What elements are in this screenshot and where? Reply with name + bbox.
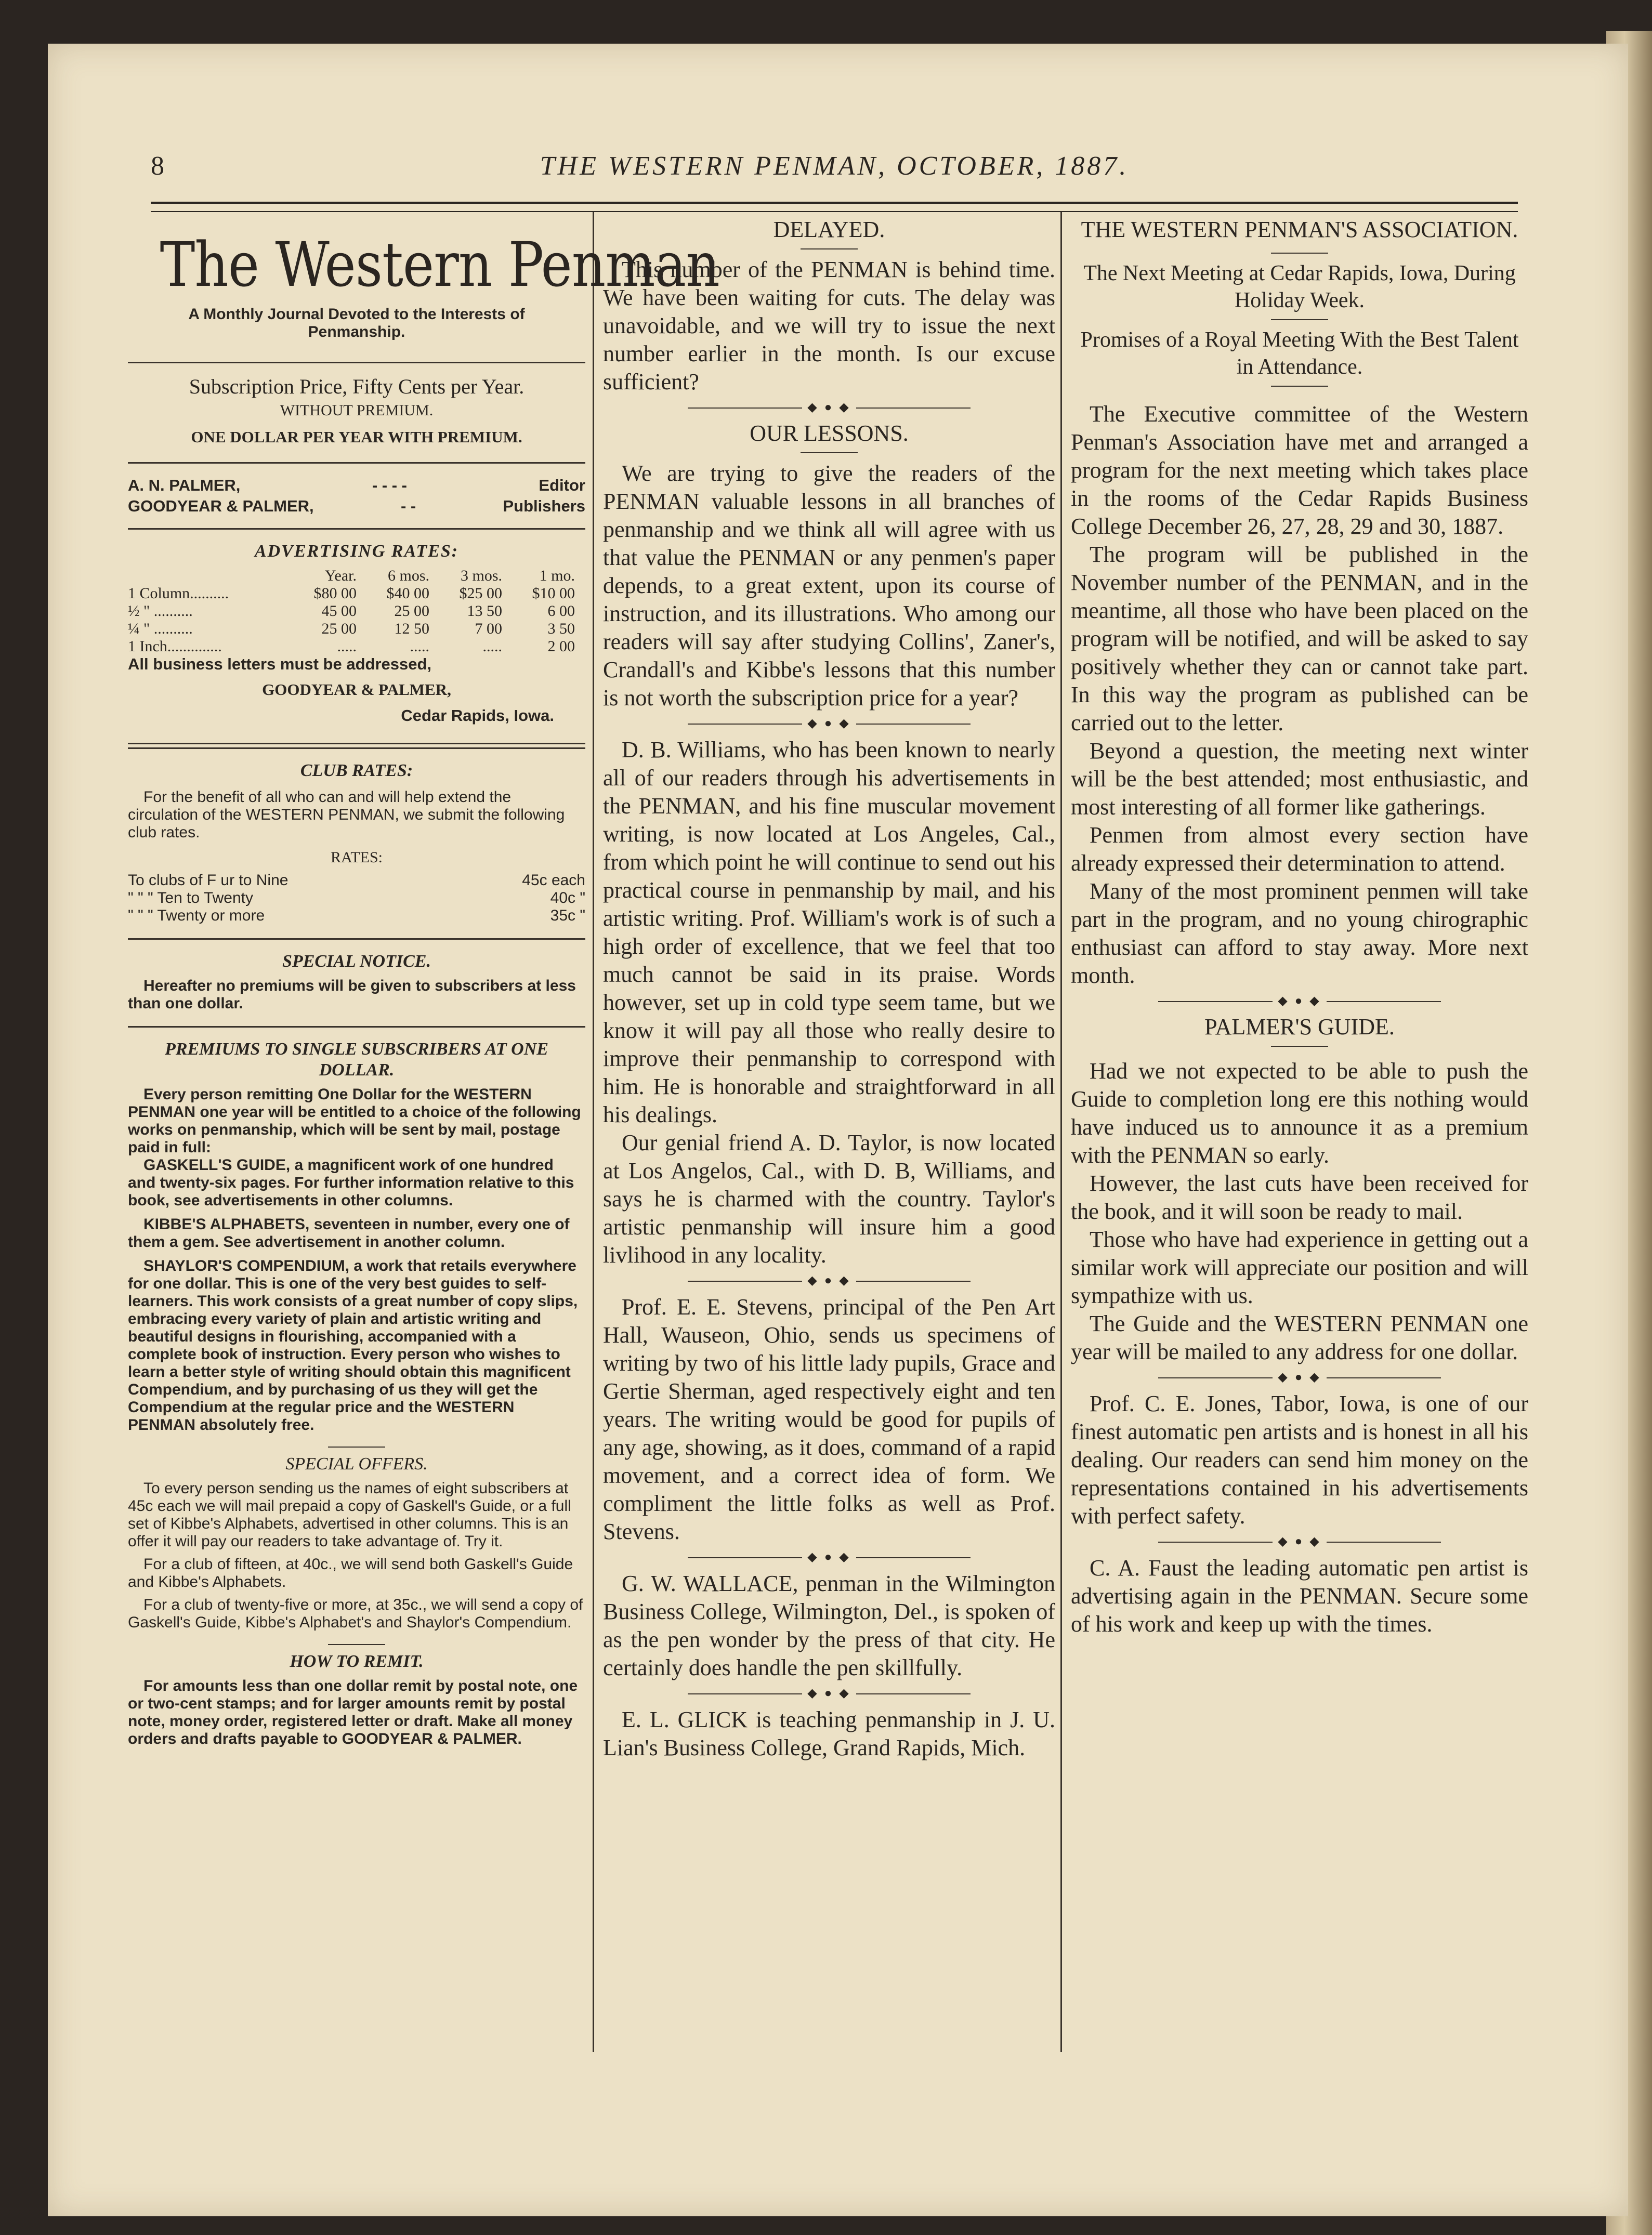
ornament-divider [603, 715, 1055, 731]
table-row [128, 585, 585, 602]
divider [128, 462, 585, 464]
wallace-text: G. W. WALLACE, penman in the Wilmington Business College, Wilmington, Del., is spoken of as the pen wonder by the press of that city. He certainly does handle the pen skillfully. [603, 1571, 1055, 1680]
jones-article [1071, 1390, 1528, 1530]
subscription-price: Subscription Price, Fifty Cents per Year. [189, 375, 525, 398]
guide-p4: The Guide and the WESTERN PENMAN one year will be mailed to any address for one dollar. [1071, 1311, 1528, 1364]
cell: 25 00 [394, 602, 429, 620]
cell: $80 00 [313, 585, 357, 602]
cell: 2 00 [547, 638, 575, 655]
publisher-dashes: - - [400, 497, 416, 515]
how-to-remit-heading: HOW TO REMIT. [290, 1652, 424, 1671]
delayed-text: This number of the PENMAN is behind time. We have been waiting for cuts. The delay was unavoidable, and we will try to issue the next number earlier in the month. Is our excuse sufficient? [603, 257, 1055, 395]
williams-article [603, 736, 1055, 1269]
ornament-divider [603, 399, 1055, 415]
glick-article [603, 1706, 1055, 1762]
special-offers-p3: For a club of twenty-five or more, at 35c., we will send a copy of Gaskell's Guide, Kibbe's Alphabet's and Shaylor's Compendium. [128, 1596, 583, 1631]
editor-dashes: - - - - [372, 476, 407, 494]
guide-p2: However, the last cuts have been received for the book, and it will soon be ready to mail. [1071, 1171, 1528, 1224]
club-tier: To clubs of F ur to Nine [128, 872, 289, 889]
faust-article [1071, 1554, 1528, 1638]
editor-name: A. N. PALMER, [128, 476, 241, 494]
wallace-article [603, 1570, 1055, 1682]
guide-p1: Had we not expected to be able to push the Guide to completion long ere this nothing would have induced us to announce it as a premium with the PENMAN so early. [1071, 1058, 1528, 1168]
jones-text: Prof. C. E. Jones, Tabor, Iowa, is one of our finest automatic pen artists and is honest in all his dealing. Our readers can send him money on the representations contained in his advertisements with perfect safety. [1071, 1391, 1528, 1529]
cell: ..... [337, 638, 357, 655]
short-rule [801, 248, 858, 249]
how-to-remit-text: For amounts less than one dollar remit by postal note, one or two-cent stamps; and for larger amounts remit by postal note, money order, registered letter or draft. Make all money orders and drafts payable to GOODYEAR & PALMER. [128, 1677, 578, 1747]
header-rule [151, 202, 1518, 212]
guide-article [1071, 1057, 1528, 1366]
cell: $25 00 [459, 585, 502, 602]
running-head: THE WESTERN PENMAN, OCTOBER, 1887. [540, 151, 1129, 181]
cell: 25 00 [321, 620, 357, 637]
ornament-icon: ◆ ● ◆ [807, 1550, 851, 1564]
association-p5: Many of the most prominent penmen will take part in the program, and no young chirographic enthusiast can afford to stay away. More next month. [1071, 878, 1528, 988]
taylor-text: Our genial friend A. D. Taylor, is now located at Los Angelos, Cal., with D. B, Williams, and says he is charmed with the country. Taylor's artistic penmanship will insure him a good livlihood in any locality. [603, 1130, 1055, 1268]
cell: 13 50 [467, 602, 502, 620]
premiums-heading: PREMIUMS TO SINGLE SUBSCRIBERS AT ONE DOLLAR. [165, 1040, 548, 1080]
cell: 45 00 [321, 602, 357, 620]
advertising-rates-table [128, 567, 585, 655]
ornament-divider [603, 1685, 1055, 1701]
col-header: 1 mo. [539, 567, 575, 584]
cell: 12 50 [394, 620, 429, 637]
short-rule [328, 1447, 385, 1448]
publisher-line [128, 496, 585, 517]
premium-kibbe: KIBBE'S ALPHABETS, seventeen in number, every one of them a gem. See advertisement in another column. [128, 1216, 570, 1251]
editor-line [128, 475, 585, 496]
cell: $40 00 [386, 585, 429, 602]
cell: 3 50 [547, 620, 575, 637]
row-label: 1 Column.......... [128, 585, 229, 602]
list-item [128, 907, 585, 925]
ornament-divider [1071, 1533, 1528, 1549]
short-rule [1271, 319, 1328, 320]
association-p3: Beyond a question, the meeting next winter will be the best attended; most enthusiastic, and most interesting of all former like gatherings. [1071, 738, 1528, 820]
page-number: 8 [151, 151, 164, 181]
ornament-divider [603, 1272, 1055, 1288]
premium-shaylor: SHAYLOR'S COMPENDIUM, a work that retails everywhere for one dollar. This is one of the very best guides to self-learners. This work consists of a great number of copy slips, embracing every variety of plain and artistic writing and beautiful designs in flourishing, accompanied with a complete book of instruction. Every person who wishes to learn a better style of writing should obtain this magnificent Compendium, and by purchasing of us they will get the Compendium at the regular price and the WESTERN PENMAN absolutely free. [128, 1257, 578, 1434]
special-notice-text: Hereafter no premiums will be given to subscribers at less than one dollar. [128, 977, 576, 1012]
ornament-icon: ◆ ● ◆ [1278, 994, 1321, 1008]
advertising-rates-heading: ADVERTISING RATES: [254, 542, 459, 561]
without-premium: WITHOUT PREMIUM. [280, 402, 434, 419]
special-offers-heading: SPECIAL OFFERS. [285, 1454, 428, 1474]
address-intro: All business letters must be addressed, [128, 655, 432, 673]
column-news [603, 213, 1055, 1762]
association-subhead-1: The Next Meeting at Cedar Rapids, Iowa, During Holiday Week. [1083, 261, 1516, 312]
williams-text: D. B. Williams, who has been known to nearly all of our readers through his advertisements in the PENMAN, and his fine muscular movement writing, is now located at Los Angeles, Cal., from which point he will continue to send out his practical course in penmanship by mail, and his artistic writing. Prof. William's work is of such a high order of excellence, that we feel that too much cannot be said in its praise. Words however, set up in cold type seem tame, but we know it will pay all those who really desire to improve their penmanship to correspond with him. He is honorable and straightforward in all his dealings. [603, 737, 1055, 1127]
divider [128, 1026, 585, 1028]
lessons-heading: OUR LESSONS. [750, 420, 909, 446]
ornament-icon: ◆ ● ◆ [807, 1687, 851, 1700]
table-row [128, 620, 585, 638]
cell: 7 00 [475, 620, 502, 637]
divider [128, 938, 585, 940]
club-rates-text: For the benefit of all who can and will help extend the circulation of the WESTERN PENMAN, we submit the following club rates. [128, 788, 565, 841]
cell: ..... [482, 638, 502, 655]
rates-header-row [128, 567, 585, 585]
address-city: Cedar Rapids, Iowa. [401, 706, 554, 725]
row-label: ¼ " .......... [128, 620, 193, 637]
club-price: 35c " [550, 907, 585, 924]
divider [128, 362, 585, 363]
column-association [1071, 213, 1528, 1638]
club-price: 40c " [550, 889, 585, 906]
ornament-icon: ◆ ● ◆ [807, 1274, 851, 1287]
table-row [128, 638, 585, 655]
lessons-article [603, 459, 1055, 712]
club-rates-list [128, 872, 585, 925]
double-divider [128, 743, 585, 749]
short-rule [328, 1644, 385, 1645]
club-tier: " " " Ten to Twenty [128, 889, 253, 906]
list-item [128, 889, 585, 907]
list-item [128, 872, 585, 889]
association-subhead-2: Promises of a Royal Meeting With the Best Talent in Attendance. [1080, 328, 1519, 379]
association-article [1071, 400, 1528, 990]
faust-text: C. A. Faust the leading automatic pen artist is advertising again in the PENMAN. Secure some of his work and keep up with the times. [1071, 1555, 1528, 1637]
column-divider-2 [1060, 212, 1062, 2052]
ornament-divider [1071, 993, 1528, 1008]
special-notice-heading: SPECIAL NOTICE. [282, 952, 431, 971]
association-p1: The Executive committee of the Western Penman's Association have met and arranged a program for the next meeting which takes place in the rooms of the Cedar Rapids Business College December 26, 27, 28, 29 and 30, 1887. [1071, 401, 1528, 539]
column-masthead [128, 213, 719, 1748]
table-row [128, 602, 585, 620]
delayed-article [603, 256, 1055, 396]
lessons-text: We are trying to give the readers of the PENMAN valuable lessons in all branches of penmanship and we think all will agree with us that value the PENMAN or any penmen's paper depends, to a great extent, upon its course of instruction, and its illustrations. Who among our readers will say after studying Collins', Zaner's, Crandall's and Kibbe's lessons that this number is not worth the subscription price for a year? [603, 461, 1055, 711]
col-header: 6 mos. [387, 567, 429, 584]
col-header: 3 mos. [460, 567, 502, 584]
club-tier: " " " Twenty or more [128, 907, 265, 924]
short-rule [1271, 1046, 1328, 1047]
ornament-divider [603, 1549, 1055, 1564]
guide-p3: Those who have had experience in getting out a similar work will appreciate our position and will sympathize with us. [1071, 1227, 1528, 1308]
premium-gaskell: GASKELL'S GUIDE, a magnificent work of one hundred and twenty-six pages. For further information relative to this book, see advertisements in other columns. [128, 1156, 574, 1209]
short-rule [1271, 253, 1328, 254]
association-p4: Penmen from almost every section have already expressed their determination to attend. [1071, 822, 1528, 876]
club-price: 45c each [522, 872, 585, 889]
special-offers-p1: To every person sending us the names of eight subscribers at 45c each we will mail prepaid a copy of Gaskell's Guide, or a full set of Kibbe's Alphabets, advertised in other columns. This is an offer it will pay our readers to take advantage of. Try it. [128, 1480, 571, 1550]
cell: $10 00 [532, 585, 575, 602]
association-p2: The program will be published in the November number of the PENMAN, and in the meantime, all those who have been placed on the program will be notified, and will be asked to say positively whether they can or cannot take part. In this way the program as published can be carried out to the letter. [1071, 542, 1528, 735]
association-heading: THE WESTERN PENMAN'S ASSOCIATION. [1081, 217, 1518, 242]
ornament-icon: ◆ ● ◆ [1278, 1371, 1321, 1384]
ornament-icon: ◆ ● ◆ [807, 401, 851, 414]
address-firm: GOODYEAR & PALMER, [262, 680, 451, 699]
guide-heading: PALMER'S GUIDE. [1204, 1014, 1395, 1040]
masthead-tagline: A Monthly Journal Devoted to the Interests of Penmanship. [188, 306, 525, 340]
rates-label: RATES: [330, 849, 383, 866]
with-premium: ONE DOLLAR PER YEAR WITH PREMIUM. [191, 428, 522, 446]
ornament-icon: ◆ ● ◆ [1278, 1535, 1321, 1548]
glick-text: E. L. GLICK is teaching penmanship in J. U. Lian's Business College, Grand Rapids, Mich. [603, 1707, 1055, 1760]
masthead-title: The Western Penman [160, 229, 719, 300]
premiums-intro: Every person remitting One Dollar for the WESTERN PENMAN one year will be entitled to a choice of the following works on penmanship, which will be sent by mail, postage paid in full: [128, 1086, 581, 1156]
cell: ..... [410, 638, 429, 655]
short-rule [801, 452, 858, 453]
publisher-name: GOODYEAR & PALMER, [128, 497, 314, 515]
ornament-divider [1071, 1369, 1528, 1385]
delayed-heading: DELAYED. [773, 217, 885, 242]
page-header [151, 151, 1518, 192]
row-label: 1 Inch.............. [128, 638, 222, 655]
special-offers-p2: For a club of fifteen, at 40c., we will send both Gaskell's Guide and Kibbe's Alphabets. [128, 1556, 573, 1590]
divider [128, 528, 585, 530]
ornament-icon: ◆ ● ◆ [807, 717, 851, 730]
stevens-article [603, 1293, 1055, 1546]
col-header: Year. [324, 567, 357, 584]
club-rates-heading: CLUB RATES: [300, 761, 413, 780]
stevens-text: Prof. E. E. Stevens, principal of the Pen Art Hall, Wauseon, Ohio, sends us specimens of writing by two of his little lady pupils, Grace and Gertie Sherman, aged respectively eight and ten years. The writing would be good for pupils of any age, showing, as it does, command of a rapid movement, and a correct idea of form. We compliment the little folks as well as Prof. Stevens. [603, 1294, 1055, 1544]
editor-role: Editor [539, 476, 585, 494]
publisher-role: Publishers [503, 497, 585, 515]
cell: 6 00 [547, 602, 575, 620]
short-rule [1271, 386, 1328, 387]
row-label: ½ " .......... [128, 602, 193, 620]
column-divider-1 [593, 212, 594, 2052]
